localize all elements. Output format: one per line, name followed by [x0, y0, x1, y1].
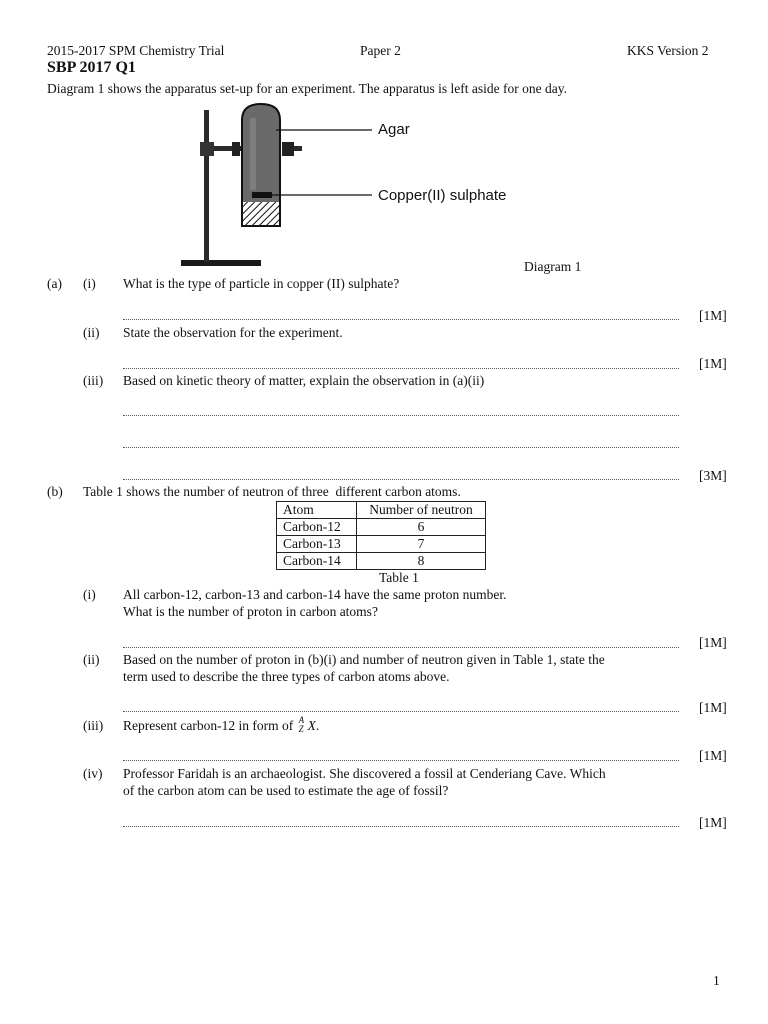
b-iii-marks: [1M] — [699, 748, 727, 763]
header-right: KKS Version 2 — [627, 43, 709, 58]
table-cell-atom: Carbon-12 — [277, 519, 357, 536]
table-cell-neutron: 6 — [357, 519, 486, 536]
a-i-marks: [1M] — [699, 308, 727, 323]
b-iii-question — [123, 715, 320, 734]
b-ii-answer-line[interactable] — [123, 701, 679, 712]
a-iii-question: Based on kinetic theory of matter, explain the observation in (a)(ii) — [123, 373, 485, 388]
nuclide-mass-letter: A — [298, 715, 305, 725]
nuclide-period: . — [315, 718, 320, 733]
retort-stand-rod — [204, 110, 209, 262]
b-iv-question-line2: of the carbon atom can be used to estimate the age of fossil? — [123, 783, 449, 798]
table-caption: Table 1 — [379, 570, 419, 585]
b-iv-marks: [1M] — [699, 815, 727, 830]
b-i-question-line1: All carbon-12, carbon-13 and carbon-14 have the same proton number. — [123, 587, 507, 602]
label-copper-sulphate: Copper(II) sulphate — [378, 187, 507, 204]
part-b-label: (b) — [47, 484, 63, 499]
b-i-marks: [1M] — [699, 635, 727, 650]
table-header-neutron: Number of neutron — [357, 502, 486, 519]
copper-sulphate-layer — [243, 202, 279, 225]
table-cell-neutron: 8 — [357, 553, 486, 570]
a-i-answer-line[interactable] — [123, 309, 679, 320]
b-iv-question-line1: Professor Faridah is an archaeologist. She discovered a fossil at Cenderiang Cave. Which — [123, 766, 606, 781]
b-i-number: (i) — [83, 587, 96, 602]
nuclide-proton-letter: Z — [298, 724, 304, 734]
header-center: Paper 2 — [360, 43, 401, 58]
header-left: 2015-2017 SPM Chemistry Trial — [47, 43, 225, 58]
nuclide-notation — [298, 715, 308, 734]
b-iv-answer-line[interactable] — [123, 816, 679, 827]
b-ii-question-line1: Based on the number of proton in (b)(i) and number of neutron given in Table 1, state the — [123, 652, 605, 667]
b-ii-number: (ii) — [83, 652, 100, 667]
nuclide-symbol: X — [307, 718, 316, 733]
neutron-table — [276, 501, 486, 570]
a-iii-number: (iii) — [83, 373, 104, 388]
a-iii-marks: [3M] — [699, 468, 727, 483]
label-agar: Agar — [378, 121, 410, 138]
a-iii-answer-line-1[interactable] — [123, 405, 679, 416]
a-ii-marks: [1M] — [699, 356, 727, 371]
retort-stand-base — [181, 260, 261, 266]
table-row — [277, 536, 486, 553]
intro-text: Diagram 1 shows the apparatus set-up for an experiment. The apparatus is left aside for one day. — [47, 81, 567, 96]
table-row — [277, 553, 486, 570]
diagram-caption: Diagram 1 — [524, 259, 582, 274]
part-a-label: (a) — [47, 276, 62, 291]
a-ii-question: State the observation for the experiment. — [123, 325, 343, 340]
b-iv-number: (iv) — [83, 766, 103, 781]
a-ii-answer-line[interactable] — [123, 358, 679, 369]
a-ii-number: (ii) — [83, 325, 100, 340]
table-cell-neutron: 7 — [357, 536, 486, 553]
table-row — [277, 519, 486, 536]
clamp-boss — [200, 142, 214, 156]
page-number: 1 — [713, 973, 720, 988]
a-i-question: What is the type of particle in copper (II) sulphate? — [123, 276, 400, 291]
b-iii-question-text: Represent carbon-12 in form of — [123, 718, 294, 733]
b-i-answer-line[interactable] — [123, 637, 679, 648]
apparatus-diagram — [172, 100, 532, 272]
b-iii-answer-line[interactable] — [123, 750, 679, 761]
b-ii-marks: [1M] — [699, 700, 727, 715]
b-ii-question-line2: term used to describe the three types of carbon atoms above. — [123, 669, 450, 684]
a-i-number: (i) — [83, 276, 96, 291]
b-intro: Table 1 shows the number of neutron of three different carbon atoms. — [83, 484, 461, 499]
question-title: SBP 2017 Q1 — [47, 59, 136, 76]
a-iii-answer-line-3[interactable] — [123, 469, 679, 480]
table-cell-atom: Carbon-14 — [277, 553, 357, 570]
a-iii-answer-line-2[interactable] — [123, 437, 679, 448]
table-header-row — [277, 502, 486, 519]
b-iii-number: (iii) — [83, 718, 104, 733]
b-i-question-line2: What is the number of proton in carbon atoms? — [123, 604, 378, 619]
table-header-atom: Atom — [277, 502, 357, 519]
table-cell-atom: Carbon-13 — [277, 536, 357, 553]
